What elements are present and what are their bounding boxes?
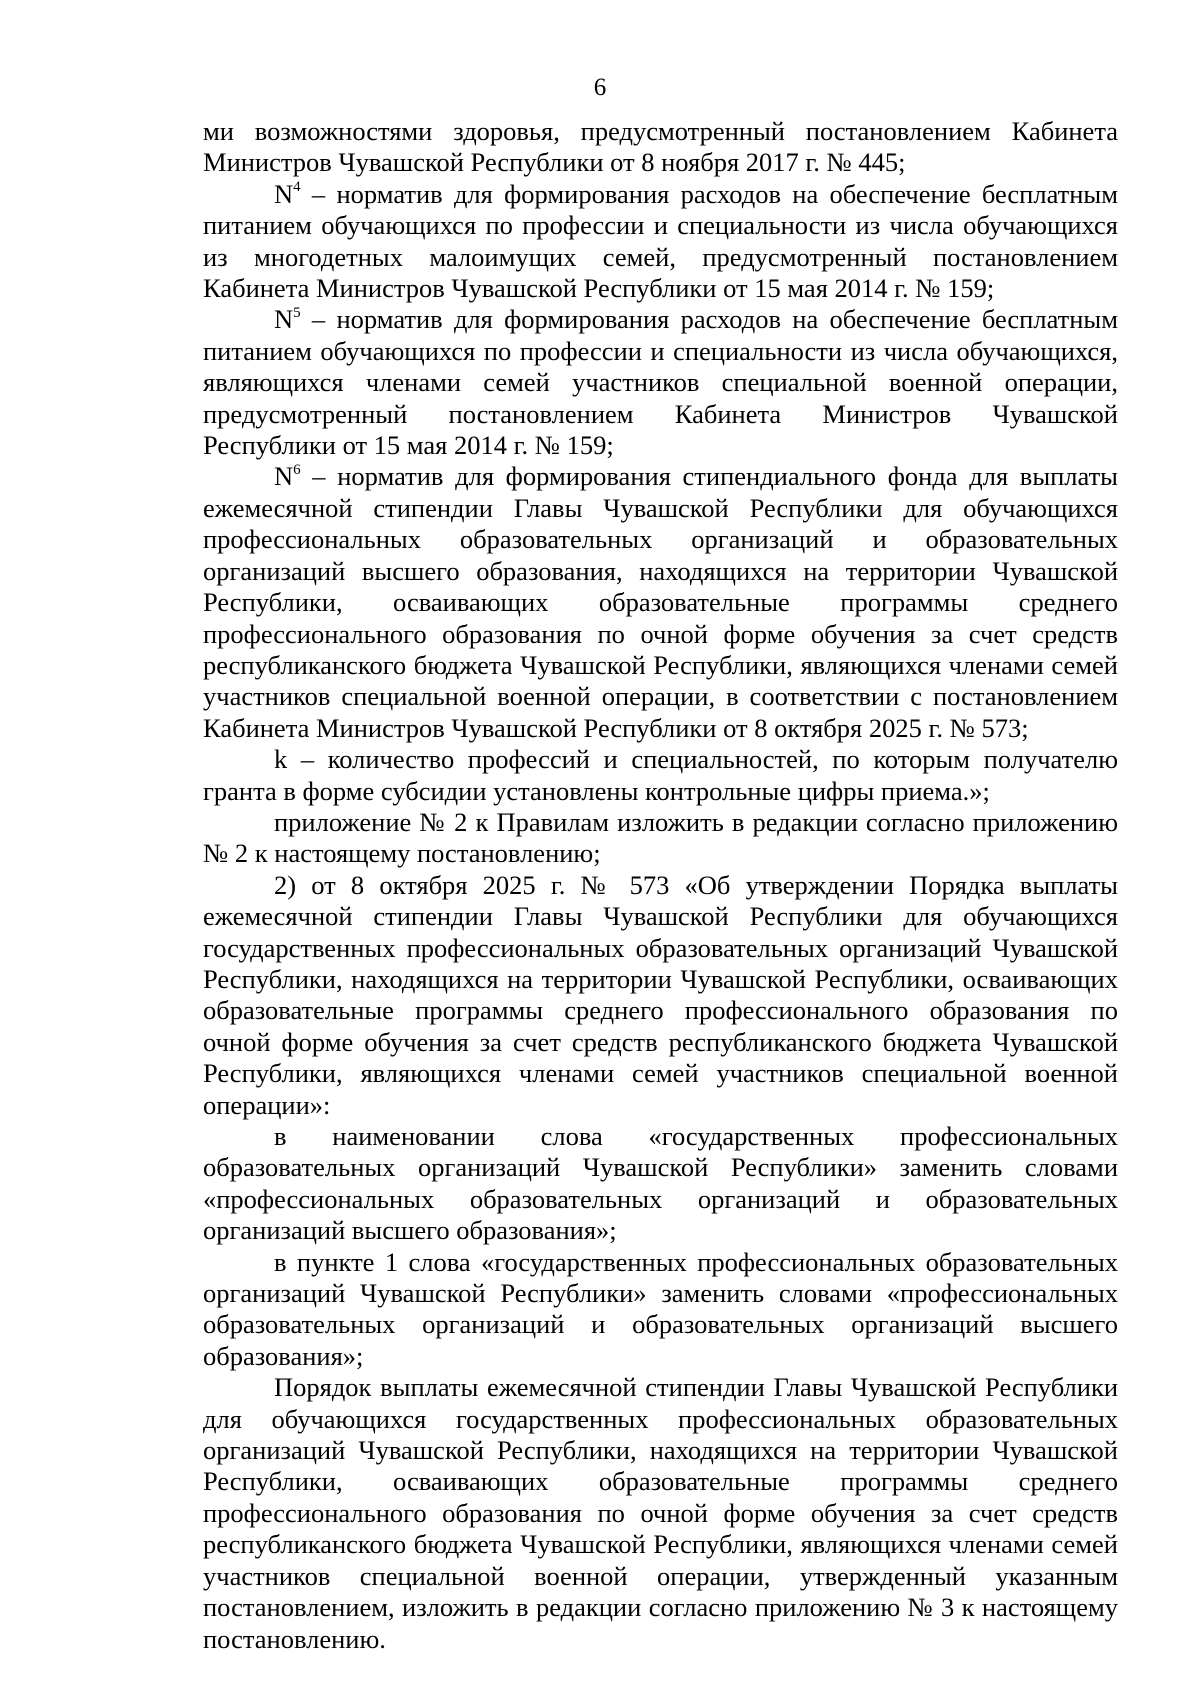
document-body <box>203 116 1118 1655</box>
formula-symbol: N <box>274 178 294 209</box>
formula-symbol: N <box>274 304 294 335</box>
page-number: 6 <box>593 74 607 101</box>
paragraph-continuation: ми возможностями здоровья, предусмотренный постановлением Кабинета Министров Чувашской Республики от 8 ноября 2017 г. № 445; <box>203 116 1118 178</box>
paragraph-k-definition: k – количество профессий и специальностей, по которым получателю гранта в форме субсидии установлены контрольные цифры приема.»; <box>203 744 1118 806</box>
paragraph-appendix-2: приложение № 2 к Правилам изложить в редакции согласно приложению № 2 к настоящему постановлению; <box>203 806 1118 869</box>
paragraph-text: – норматив для формирования расходов на обеспечение бесплатным питанием обучающихся по профессии и специальности из числа обучающихся, являющихся членами семей участников специальной военной операции, предусмотренный постановлением Кабинета Министров Чувашской Республики от 15 мая 2014 г. № 159; <box>203 304 1118 461</box>
paragraph-point-1-change: в пункте 1 слова «государственных профессиональных образовательных организаций Чувашской Республики» заменить словами «профессиональных образовательных организаций и образовательных организаций высшего образования»; <box>203 1246 1118 1371</box>
paragraph-title-change: в наименовании слова «государственных профессиональных образовательных организаций Чувашской Республики» заменить словами «профессиональных образовательных организаций и образовательных организаций высшего образования»; <box>203 1121 1118 1246</box>
paragraph-n6-definition <box>203 461 1118 744</box>
paragraph-item-2: 2) от 8 октября 2025 г. № 573 «Об утверждении Порядка выплаты ежемесячной стипендии Главы Чувашской Республики для обучающихся государственных профессиональных образовательных организаций Чувашской Республики, находящихся на территории Чувашской Республики, осваивающих образовательные программы среднего профессионального образования по очной форме обучения за счет средств республиканского бюджета Чувашской Республики, являющихся членами семей участников специальной военной операции»: <box>203 869 1118 1120</box>
paragraph-text: – норматив для формирования расходов на обеспечение бесплатным питанием обучающихся по профессии и специальности из числа обучающихся из многодетных малоимущих семей, предусмотренный постановлением Кабинета Министров Чувашской Республики от 15 мая 2014 г. № 159; <box>203 178 1118 304</box>
paragraph-n5-definition <box>203 304 1118 461</box>
paragraph-procedure-redaction: Порядок выплаты ежемесячной стипендии Главы Чувашской Республики для обучающихся государственных профессиональных образовательных организаций Чувашской Республики, находящихся на территории Чувашской Республики, осваивающих образовательные программы среднего профессионального образования по очной форме обучения за счет средств республиканского бюджета Чувашской Республики, являющихся членами семей участников специальной военной операции, утвержденный указанным постановлением, изложить в редакции согласно приложению № 3 к настоящему постановлению. <box>203 1372 1118 1654</box>
paragraph-n4-definition <box>203 179 1118 305</box>
formula-superscript: 6 <box>293 461 301 478</box>
paragraph-text: – норматив для формирования стипендиального фонда для выплаты ежемесячной стипендии Главы Чувашской Республики для обучающихся профессиональных образовательных организаций и образовательных организаций высшего образования, находящихся на территории Чувашской Республики, осваивающих образовательные программы среднего профессионального образования по очной форме обучения за счет средств республиканского бюджета Чувашской Республики, являющихся членами семей участников специальной военной операции, в соответствии с постановлением Кабинета Министров Чувашской Республики от 8 октября 2025 г. № 573; <box>203 461 1118 743</box>
formula-symbol: N <box>274 461 294 492</box>
formula-superscript: 5 <box>293 304 301 321</box>
formula-superscript: 4 <box>293 178 301 195</box>
